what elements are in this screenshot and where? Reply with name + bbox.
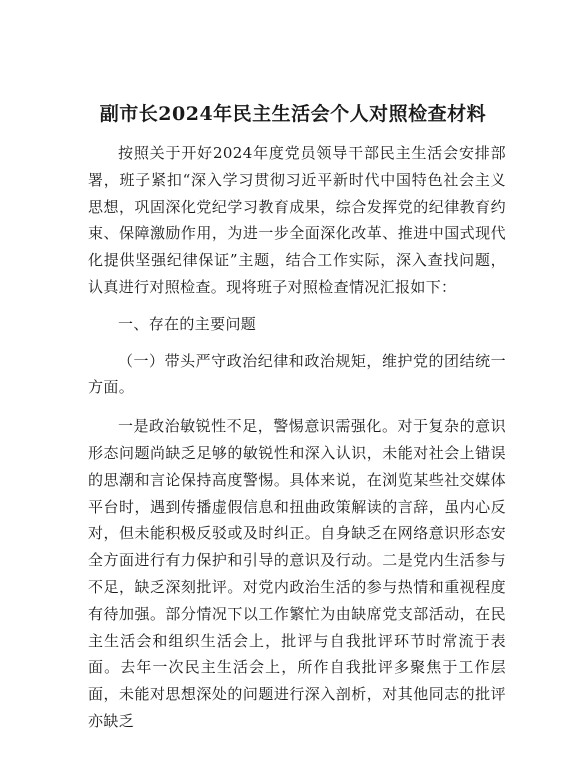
spacer	[88, 301, 506, 311]
section-heading: 一、存在的主要问题	[118, 314, 257, 333]
spacer	[88, 401, 506, 413]
document-title: 副市长2024年民主生活会个人对照检查材料	[99, 103, 487, 125]
document-body	[88, 140, 506, 735]
spacer	[88, 338, 506, 348]
body-paragraph: 一是政治敏锐性不足，警惕意识需强化。对于复杂的意识形态问题尚缺乏足够的敏锐性和深入认识，未能对社会上错误的思潮和言论保持高度警惕。具体来说，在浏览某些社交媒体平台时，遇到传播虚假信息和扭曲政策解读的言辞，虽内心反对，但未能积极反驳或及时纠正。自身缺乏在网络意识形态安全方面进行有力保护和引导的意识及行动。二是党内生活参与不足，缺乏深刻批评。对党内政治生活的参与热情和重视程度有待加强。部分情况下以工作繁忙为由缺席党支部活动，在民主生活会和组织生活会上，批评与自我批评环节时常流于表面。去年一次民主生活会上，所作自我批评多聚焦于工作层面，未能对思想深处的问题进行深入剖析，对其他同志的批评亦缺乏	[88, 417, 506, 730]
intro-paragraph: 按照关于开好2024年度党员领导干部民主生活会安排部署，班子紧扣“深入学习贯彻习近平新时代中国特色社会主义思想，巩固深化党纪学习教育成果，综合发挥党的纪律教育约束、保障激励作用，为进一步全面深化改革、推进中国式现代化提供坚强纪律保证”主题，结合工作实际，深入查找问题，认真进行对照检查。现将班子对照检查情况汇报如下：	[88, 144, 506, 296]
subsection-heading: （一）带头严守政治纪律和政治规矩，维护党的团结统一方面。	[88, 351, 506, 397]
